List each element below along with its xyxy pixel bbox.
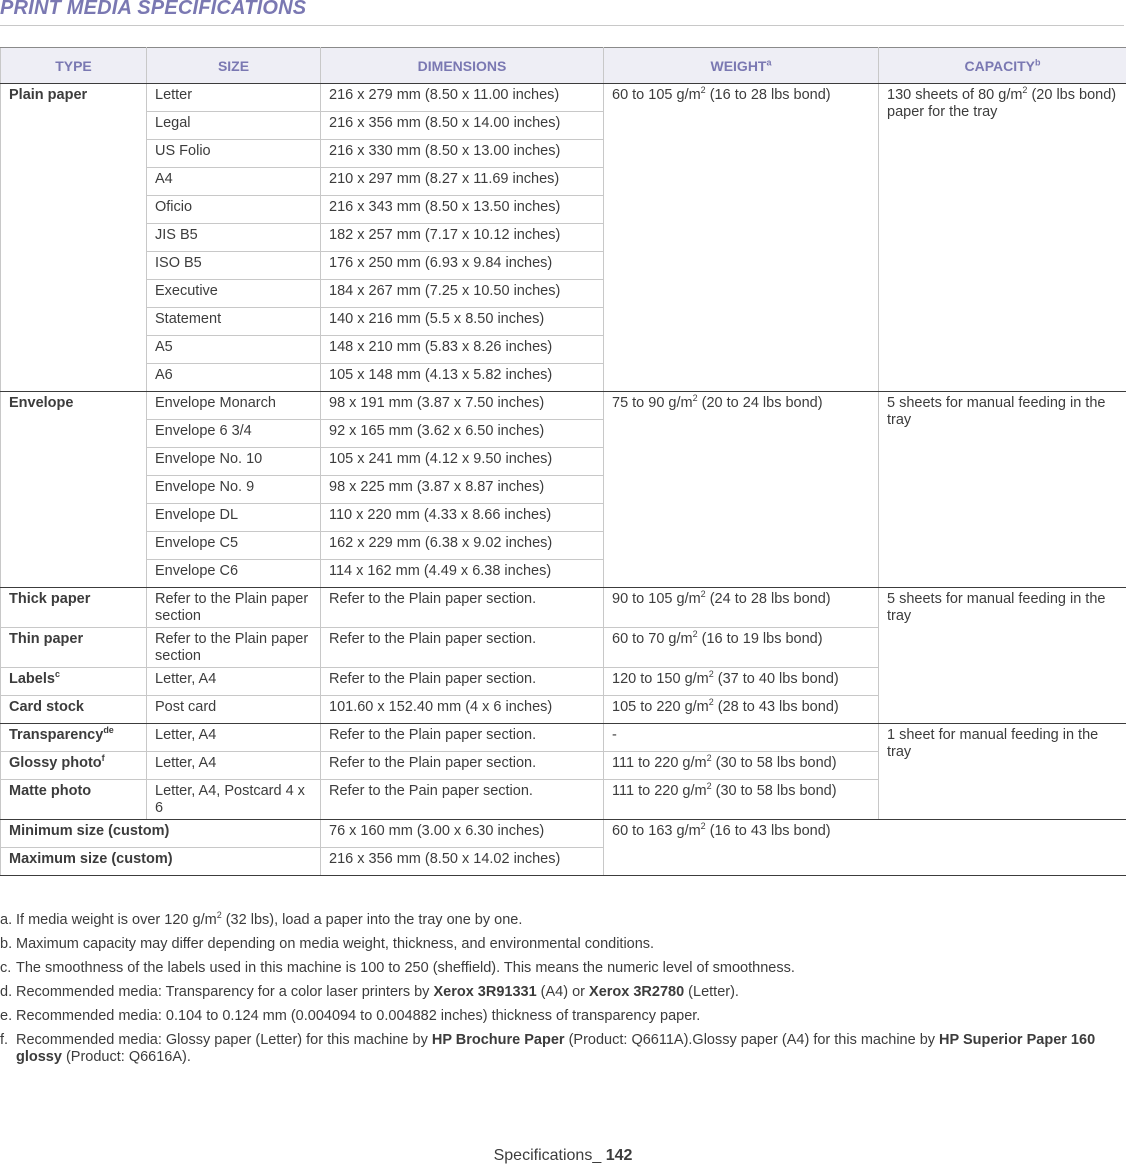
size-cell: Letter <box>147 84 321 112</box>
dimensions-cell: Refer to the Plain paper section. <box>321 588 604 628</box>
footnote-e: e. Recommended media: 0.104 to 0.124 mm (0.004094 to 0.004882 inches) thickness of transparency paper. <box>0 1008 701 1024</box>
dimensions-cell: 101.60 x 152.40 mm (4 x 6 inches) <box>321 696 604 724</box>
weight-matte-photo: 111 to 220 $g/m^2$ (30 to 58 lbs bond) <box>604 780 879 820</box>
capacity-thick-group: 5 sheets for manual feeding in the tray <box>879 588 1126 724</box>
table-row <box>1 588 1126 628</box>
table-row <box>1 392 1126 420</box>
page-footer <box>0 1147 1126 1165</box>
dimensions-cell: Refer to the Plain paper section. <box>321 752 604 780</box>
footnote-f: f. Recommended media: Glossy paper (Letter) for this machine by HP Brochure Paper (Product: Q6611A).Glossy paper (A4) for this machine by HP Superior Paper 160 glossy (Product: Q6616A). <box>0 1032 1096 1065</box>
page-title: PRINT MEDIA SPECIFICATIONS <box>0 0 307 19</box>
weight-plain-paper: 60 to 105 $g/m^2$ (16 to 28 lbs bond) <box>604 84 879 392</box>
dimensions-cell: 210 x 297 mm (8.27 x 11.69 inches) <box>321 168 604 196</box>
header-weight <box>604 48 879 84</box>
weight-thin-paper: 60 to 70 $g/m^2$ (16 to 19 lbs bond) <box>604 628 879 668</box>
dimensions-cell: 184 x 267 mm (7.25 x 10.50 inches) <box>321 280 604 308</box>
size-cell: Letter, A4, Postcard 4 x 6 <box>147 780 321 820</box>
size-cell: Letter, A4 <box>147 668 321 696</box>
type-transparency: Transparency$^{de}$ <box>1 724 147 752</box>
dimensions-cell: 216 x 330 mm (8.50 x 13.00 inches) <box>321 140 604 168</box>
table-header-row <box>1 48 1126 84</box>
footnote-c: c. The smoothness of the labels used in this machine is 100 to 250 (sheffield). This means the numeric level of smoothness. <box>0 960 795 976</box>
capacity-envelope: 5 sheets for manual feeding in the tray <box>879 392 1126 588</box>
dimensions-cell: 216 x 356 mm (8.50 x 14.00 inches) <box>321 112 604 140</box>
size-cell: ISO B5 <box>147 252 321 280</box>
dimensions-cell: 92 x 165 mm (3.62 x 6.50 inches) <box>321 420 604 448</box>
type-plain-paper: Plain paper <box>1 84 147 392</box>
size-cell: Oficio <box>147 196 321 224</box>
type-thick-paper: Thick paper <box>1 588 147 628</box>
weight-transparency: - <box>604 724 879 752</box>
weight-thick-paper: 90 to 105 $g/m^2$ (24 to 28 lbs bond) <box>604 588 879 628</box>
dimensions-cell: 216 x 343 mm (8.50 x 13.50 inches) <box>321 196 604 224</box>
dimensions-cell: 105 x 241 mm (4.12 x 9.50 inches) <box>321 448 604 476</box>
table-row <box>1 724 1126 752</box>
size-cell: JIS B5 <box>147 224 321 252</box>
header-weight-footnote: a <box>766 56 772 67</box>
dimensions-cell: 162 x 229 mm (6.38 x 9.02 inches) <box>321 532 604 560</box>
size-cell: Envelope No. 9 <box>147 476 321 504</box>
header-capacity-label: CAPACITY <box>964 57 1036 74</box>
table-row <box>1 84 1126 112</box>
size-cell: Refer to the Plain paper section <box>147 588 321 628</box>
dimensions-cell: Refer to the Plain paper section. <box>321 724 604 752</box>
minimum-size-label: Minimum size (custom) <box>1 820 321 848</box>
size-cell: Envelope DL <box>147 504 321 532</box>
type-labels: Labels$^c$ <box>1 668 147 696</box>
weight-glossy-photo: 111 to 220 $g/m^2$ (30 to 58 lbs bond) <box>604 752 879 780</box>
capacity-plain-paper: 130 sheets of 80 $g/m^2$ (20 lbs bond) paper for the tray <box>879 84 1126 392</box>
size-cell: Statement <box>147 308 321 336</box>
footnote-a: a. If media weight is over 120 $g/m^2$ (32 lbs), load a paper into the tray one by one. <box>0 910 523 928</box>
size-cell: A6 <box>147 364 321 392</box>
size-cell: Legal <box>147 112 321 140</box>
dimensions-cell: Refer to the Pain paper section. <box>321 780 604 820</box>
dimensions-cell: 110 x 220 mm (4.33 x 8.66 inches) <box>321 504 604 532</box>
dimensions-cell: 76 x 160 mm (3.00 x 6.30 inches) <box>321 820 604 848</box>
type-matte-photo: Matte photo <box>1 780 147 820</box>
header-capacity-footnote: b <box>1035 56 1041 67</box>
dimensions-cell: 182 x 257 mm (7.17 x 10.12 inches) <box>321 224 604 252</box>
table-row <box>1 820 1126 848</box>
header-dimensions: DIMENSIONS <box>321 48 604 84</box>
header-weight-label: WEIGHT <box>710 57 767 74</box>
dimensions-cell: 216 x 356 mm (8.50 x 14.02 inches) <box>321 848 604 876</box>
type-card-stock: Card stock <box>1 696 147 724</box>
size-cell: Envelope No. 10 <box>147 448 321 476</box>
dimensions-cell: 98 x 191 mm (3.87 x 7.50 inches) <box>321 392 604 420</box>
dimensions-cell: 140 x 216 mm (5.5 x 8.50 inches) <box>321 308 604 336</box>
dimensions-cell: Refer to the Plain paper section. <box>321 628 604 668</box>
dimensions-cell: 176 x 250 mm (6.93 x 9.84 inches) <box>321 252 604 280</box>
size-cell: Envelope 6 3/4 <box>147 420 321 448</box>
page-number: 142 <box>605 1147 633 1164</box>
size-cell: Refer to the Plain paper section <box>147 628 321 668</box>
type-glossy-photo: Glossy photo$^f$ <box>1 752 147 780</box>
size-cell: Executive <box>147 280 321 308</box>
size-cell: Letter, A4 <box>147 724 321 752</box>
header-size: SIZE <box>147 48 321 84</box>
header-type: TYPE <box>1 48 147 84</box>
capacity-transparency-group: 1 sheet for manual feeding in the tray <box>879 724 1126 820</box>
weight-custom: 60 to 163 $g/m^2$ (16 to 43 lbs bond) <box>604 820 1126 876</box>
maximum-size-label: Maximum size (custom) <box>1 848 321 876</box>
dimensions-cell: 216 x 279 mm (8.50 x 11.00 inches) <box>321 84 604 112</box>
weight-envelope: 75 to 90 $g/m^2$ (20 to 24 lbs bond) <box>604 392 879 588</box>
footnote-d: d. Recommended media: Transparency for a color laser printers by Xerox 3R91331 (A4) or Xerox 3R2780 (Letter). <box>0 984 739 1000</box>
dimensions-cell: 114 x 162 mm (4.49 x 6.38 inches) <box>321 560 604 588</box>
size-cell: Envelope C6 <box>147 560 321 588</box>
dimensions-cell: Refer to the Plain paper section. <box>321 668 604 696</box>
type-envelope: Envelope <box>1 392 147 588</box>
size-cell: Post card <box>147 696 321 724</box>
type-thin-paper: Thin paper <box>1 628 147 668</box>
weight-labels: 120 to 150 $g/m^2$ (37 to 40 lbs bond) <box>604 668 879 696</box>
dimensions-cell: 105 x 148 mm (4.13 x 5.82 inches) <box>321 364 604 392</box>
title-divider <box>0 25 1124 26</box>
size-cell: Envelope Monarch <box>147 392 321 420</box>
footnote-b: b. Maximum capacity may differ depending on media weight, thickness, and environmental conditions. <box>0 936 655 952</box>
footnotes <box>0 912 1110 1073</box>
size-cell: Envelope C5 <box>147 532 321 560</box>
size-cell: Letter, A4 <box>147 752 321 780</box>
footer-label: Specifications_ <box>493 1147 602 1164</box>
dimensions-cell: 98 x 225 mm (3.87 x 8.87 inches) <box>321 476 604 504</box>
size-cell: A5 <box>147 336 321 364</box>
print-media-spec-table <box>0 47 1126 876</box>
weight-card-stock: 105 to 220 $g/m^2$ (28 to 43 lbs bond) <box>604 696 879 724</box>
header-capacity <box>879 48 1126 84</box>
size-cell: US Folio <box>147 140 321 168</box>
size-cell: A4 <box>147 168 321 196</box>
dimensions-cell: 148 x 210 mm (5.83 x 8.26 inches) <box>321 336 604 364</box>
